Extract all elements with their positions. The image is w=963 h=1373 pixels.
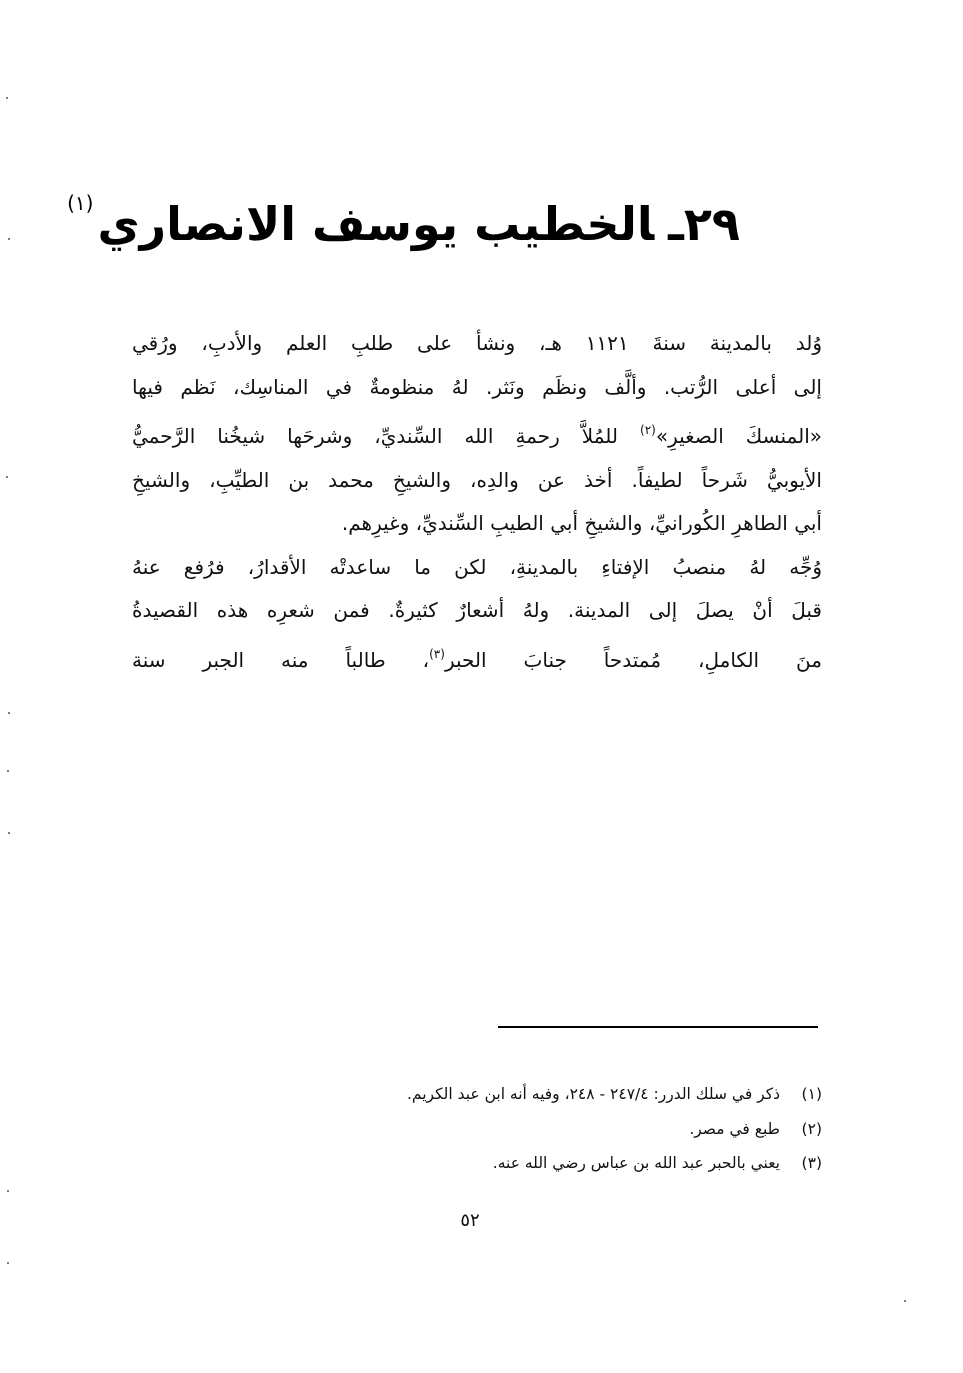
body-line: وُجِّه لهُ منصبُ الإفتاءِ بالمدينةِ، لكن ما ساعدتْه الأقدارُ، فرُفع عنهُ: [132, 554, 822, 579]
scan-speck: [8, 238, 10, 240]
footnote-ref: (٣): [429, 646, 445, 661]
footnote: [230, 1112, 822, 1147]
footnote-number: (٣): [801, 1154, 822, 1172]
scan-speck: [904, 1300, 906, 1302]
footnote-text: ذكر في سلك الدرر: ٢٤٧/٤ - ٢٤٨، وفيه أنه ابن عبد الكريم.: [406, 1085, 780, 1103]
body-line: أبي الطاهرِ الكُورانيِّ، والشيخِ أبي الطيبِ السِّنديِّ، وغيرِهم.: [341, 511, 822, 535]
scan-speck: [7, 770, 9, 772]
body-line: إلى أعلى الرُّتب. وألَّف ونظَم ونَثر. لهُ منظومةٌ في المناسِك، نَظم فيها: [132, 374, 822, 399]
page-number: ٥٢: [460, 1210, 480, 1231]
body-text: [132, 322, 822, 682]
footnote: [230, 1146, 822, 1181]
body-line: وُلد بالمدينة سنةَ ١١٢١ هـ، ونشأ على طلبِ العلم والأدبِ، ورُقي: [132, 331, 822, 355]
footnote-text: طبع في مصر.: [689, 1119, 780, 1138]
quoted-title: «المنسكَ الصغيرِ»: [655, 424, 822, 448]
footnote-ref: (٢): [640, 423, 656, 437]
scan-speck: [6, 476, 8, 478]
biography-heading: [67, 168, 740, 259]
scan-speck: [7, 1190, 9, 1192]
footnote-text: يعني بالحبر عبد الله بن عباس رضي الله عنه.: [492, 1154, 780, 1172]
entry-number: ٢٩ـ: [668, 197, 740, 251]
footnotes: [230, 1077, 822, 1181]
body-line-start: منَ الكاملِ، مُمتدحاً جنابَ الحبر: [444, 647, 822, 672]
body-line-end: ، طالباً منه الجبر سنة: [132, 647, 430, 672]
body-line-rest: للمُلاَّ رحمةِ الله السِّنديِّ، وشرحَها شيخُنا الرَّحميُّ: [132, 424, 641, 448]
scan-speck: [7, 1262, 9, 1264]
entry-name: الخطيب يوسف الانصاري: [97, 197, 655, 251]
footnote-number: (٢): [801, 1119, 822, 1138]
body-line: الأيوبيُّ شَرحاً لطيفاً. أخذ عن والدِه، والشيخِ محمد بن الطيِّبِ، والشيخِ: [132, 467, 822, 492]
footnote-separator: [498, 1026, 818, 1028]
heading-footnote-ref: (١): [67, 191, 94, 215]
body-line: [132, 409, 822, 459]
body-line: قبلَ أنْ يصلَ إلى المدينة. ولهُ أشعارٌ كثيرةٌ. فمن شعرِه هذه القصيدةُ: [132, 598, 822, 622]
scan-speck: [6, 97, 8, 99]
scan-speck: [8, 832, 10, 834]
footnote: [230, 1077, 822, 1112]
footnote-number: (١): [801, 1085, 822, 1103]
scan-speck: [8, 712, 10, 714]
body-line: [132, 633, 822, 683]
